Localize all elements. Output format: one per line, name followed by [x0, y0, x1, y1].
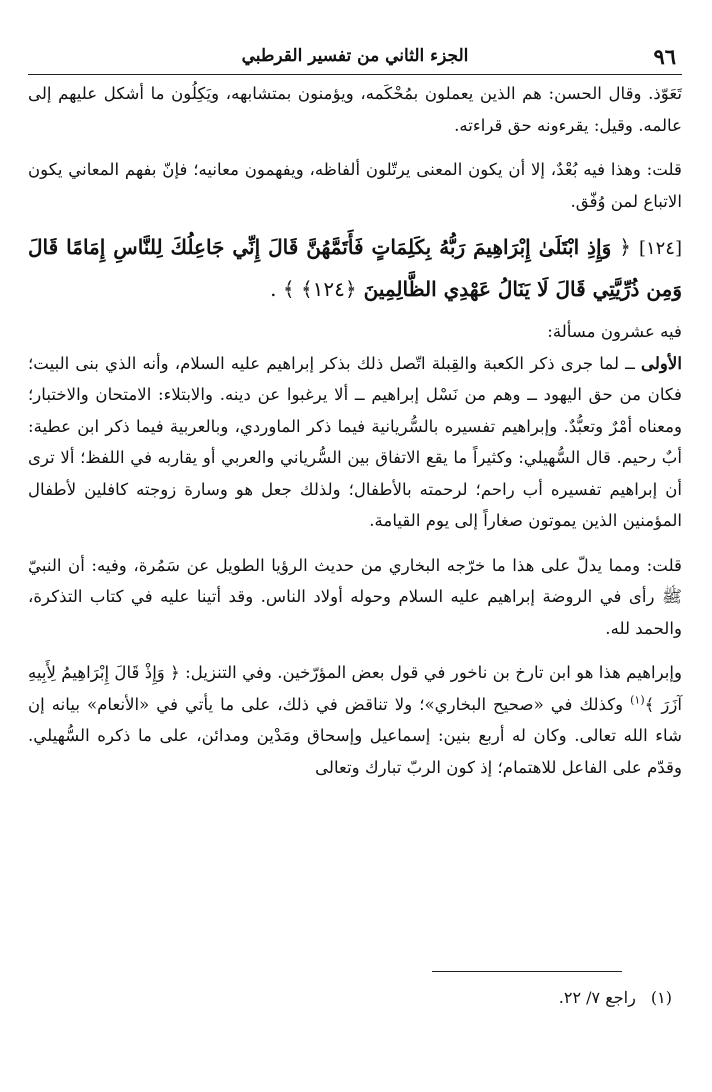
footnote-divider	[432, 971, 622, 972]
quran-verse	[28, 227, 682, 309]
verse-open-bracket: ﴿	[619, 235, 631, 259]
verse-end-marker: ﴿١٢٤﴾ ﴾ .	[270, 277, 357, 301]
paragraph-5: قلت: ومما يدلّ على هذا ما خرّجه البخاري من حديث الرؤيا الطويل عن سَمُرة، وفيه: أن النبيّ ﷺ رأى في الروضة إبراهيم عليه السلام وحوله أولاد الناس. وقد أتينا عليه في كتاب التذكرة، والحمد لله.	[28, 555, 682, 638]
issue-body: ــ لما جرى ذكر الكعبة والقِبلة اتّصل ذلك بذكر إبراهيم عليه السلام، وأنه الذي بنى البيت؛ فكان من حق اليهود ــ وهم من نَسْل إبراهيم ــ ألا يرغبوا عن دينه. والابتلاء: الامتحان والاختبار؛ ومعناه أمْرٌ وتعبُّدٌ. وإبراهيم تفسيره بالسُّريانية فيما ذكر الماوردي، وبالعربية فيما ذكر ابن عطية: أبٌ رحيم. قال السُّهيلي: وكثيراً ما يقع الاتفاق بين السُّرياني والعربي أو يقاربه في اللفظ؛ ألا ترى أن إبراهيم تفسيره أب راحم؛ لرحمته بالأطفال؛ ولذلك جعل هو وسارة زوجته كافلين لأطفال المؤمنين الذين يموتون صغاراً إلى يوم القيامة.	[28, 353, 682, 530]
issue-heading: الأولى	[641, 352, 682, 373]
paragraph-6-part-b: وكذلك في «صحيح البخاري»؛ ولا تناقض في ذلك، على ما يأتي في «الأنعام» بيانه إن شاء الله تعالى. وكان له أربع بنين: إسماعيل وإسحاق ومَدْين ومدائن، على ما ذكره السُّهيلي. وقدّم على الفاعل للاهتمام؛ إذ كون الربّ تبارك وتعالى	[28, 694, 682, 777]
verse-text: وَإِذِ ابْتَلَىٰ إِبْرَاهِيمَ رَبُّهُ بِكَلِمَاتٍ فَأَتَمَّهُنَّ قَالَ إِنِّي جَاعِلُكَ لِلنَّاسِ إِمَامًا قَالَ وَمِن ذُرِّيَّتِي قَالَ لَا يَنَالُ عَهْدِي الظَّالِمِينَ	[28, 235, 682, 301]
paragraph-3: فيه عشرون مسألة:	[547, 322, 682, 341]
footnote-number: (١)	[650, 988, 672, 1007]
paragraph-6-part-a: وإبراهيم هذا هو ابن تارخ بن ناخور في قول بعض المؤرّخين. وفي التنزيل: ﴿ وَإِذْ قَالَ إِبْرَاهِيمُ لِأَبِيهِ آزَرَ ﴾	[28, 663, 682, 714]
footnote-reference[interactable]: (١)	[630, 692, 645, 706]
page-number: ٩٦	[653, 44, 676, 69]
running-title: الجزء الثاني من تفسير القرطبي	[241, 46, 469, 66]
page-body	[28, 78, 682, 783]
page-header	[28, 44, 682, 75]
footnote	[28, 988, 682, 1007]
paragraph-1: تَعَوّذ. وقال الحسن: هم الذين يعملون بمُحْكَمه، ويؤمنون بمتشابهه، ويَكِلُون ما أشكل عليهم إلى عالمه. وقيل: يقرءونه حق قراءته.	[28, 84, 682, 135]
paragraph-6	[28, 657, 682, 783]
paragraph-4	[28, 348, 682, 537]
footnote-text: راجع ٧/ ٢٢.	[558, 988, 636, 1007]
paragraph-2: قلت: وهذا فيه بُعْدٌ، إلا أن يكون المعنى يرتّلون ألفاظه، ويفهمون معانيه؛ فإنّ بفهم المعاني يكون الاتباع لمن وُفّق.	[28, 160, 682, 211]
verse-number: [١٢٤]	[638, 238, 683, 259]
